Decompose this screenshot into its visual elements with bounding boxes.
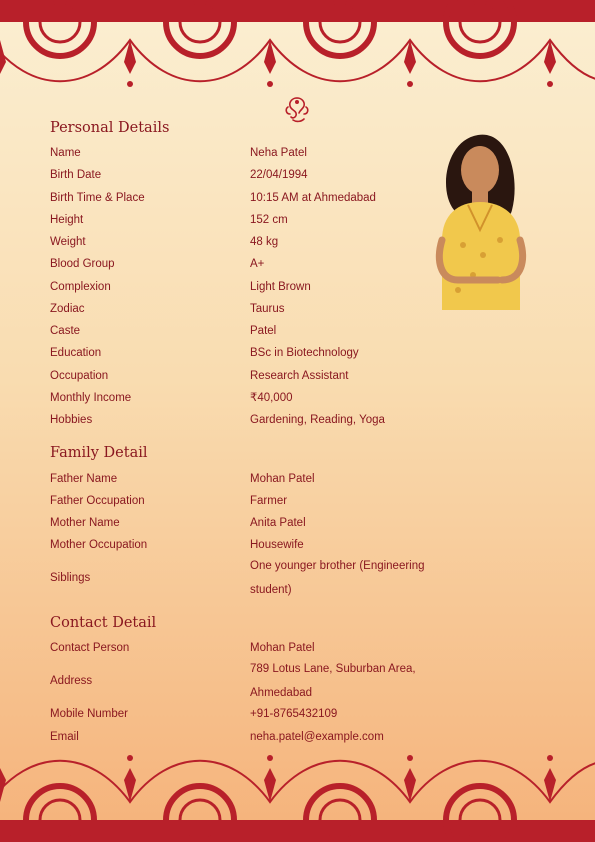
family-value: Anita Patel <box>250 517 306 529</box>
bottom-mandala-border <box>0 747 595 842</box>
contact-label: Address <box>50 675 93 687</box>
personal-label: Education <box>50 347 102 359</box>
personal-value: 48 kg <box>250 236 279 248</box>
contact-detail-heading: Contact Detail <box>50 615 157 631</box>
personal-label: Monthly Income <box>50 392 132 404</box>
family-value: Housewife <box>250 539 304 551</box>
contact-value: +91-8765432109 <box>250 708 338 720</box>
personal-label: Hobbies <box>50 414 93 426</box>
personal-value: Taurus <box>250 303 285 315</box>
personal-value: Research Assistant <box>250 370 349 382</box>
personal-value: 152 cm <box>250 214 288 226</box>
family-label: Mother Name <box>50 517 120 529</box>
contact-value: neha.patel@example.com <box>250 731 384 743</box>
personal-label: Blood Group <box>50 258 115 270</box>
personal-value: 10:15 AM at Ahmedabad <box>250 192 376 204</box>
family-label: Mother Occupation <box>50 539 148 551</box>
family-value: Farmer <box>250 495 288 507</box>
contact-label: Mobile Number <box>50 708 128 720</box>
personal-value: Neha Patel <box>250 147 307 159</box>
contact-label: Email <box>50 731 79 743</box>
personal-label: Complexion <box>50 281 111 293</box>
personal-label: Height <box>50 214 84 226</box>
personal-label: Caste <box>50 325 81 337</box>
top-mandala-border <box>0 0 595 95</box>
personal-value: Patel <box>250 325 277 337</box>
contact-value: 789 Lotus Lane, Suburban Area, Ahmedabad <box>250 663 416 699</box>
personal-value: Gardening, Reading, Yoga <box>250 414 385 426</box>
family-label: Father Name <box>50 473 118 485</box>
personal-value: A+ <box>250 258 265 270</box>
contact-value: Mohan Patel <box>250 642 315 654</box>
personal-value: 22/04/1994 <box>250 169 308 181</box>
personal-value: BSc in Biotechnology <box>250 347 359 359</box>
family-label: Father Occupation <box>50 495 145 507</box>
ganesha-icon <box>284 95 310 123</box>
personal-label: Birth Date <box>50 169 102 181</box>
personal-label: Zodiac <box>50 303 85 315</box>
personal-label: Name <box>50 147 81 159</box>
personal-details-heading: Personal Details <box>50 120 170 136</box>
personal-label: Birth Time & Place <box>50 192 145 204</box>
family-value: Mohan Patel <box>250 473 315 485</box>
family-value: One younger brother (Engineering student) <box>250 560 425 596</box>
family-label: Siblings <box>50 572 91 584</box>
personal-label: Occupation <box>50 370 109 382</box>
family-detail-heading: Family Detail <box>50 445 148 461</box>
personal-value: Light Brown <box>250 281 311 293</box>
contact-label: Contact Person <box>50 642 130 654</box>
personal-label: Weight <box>50 236 86 248</box>
personal-value: ₹40,000 <box>250 392 293 404</box>
